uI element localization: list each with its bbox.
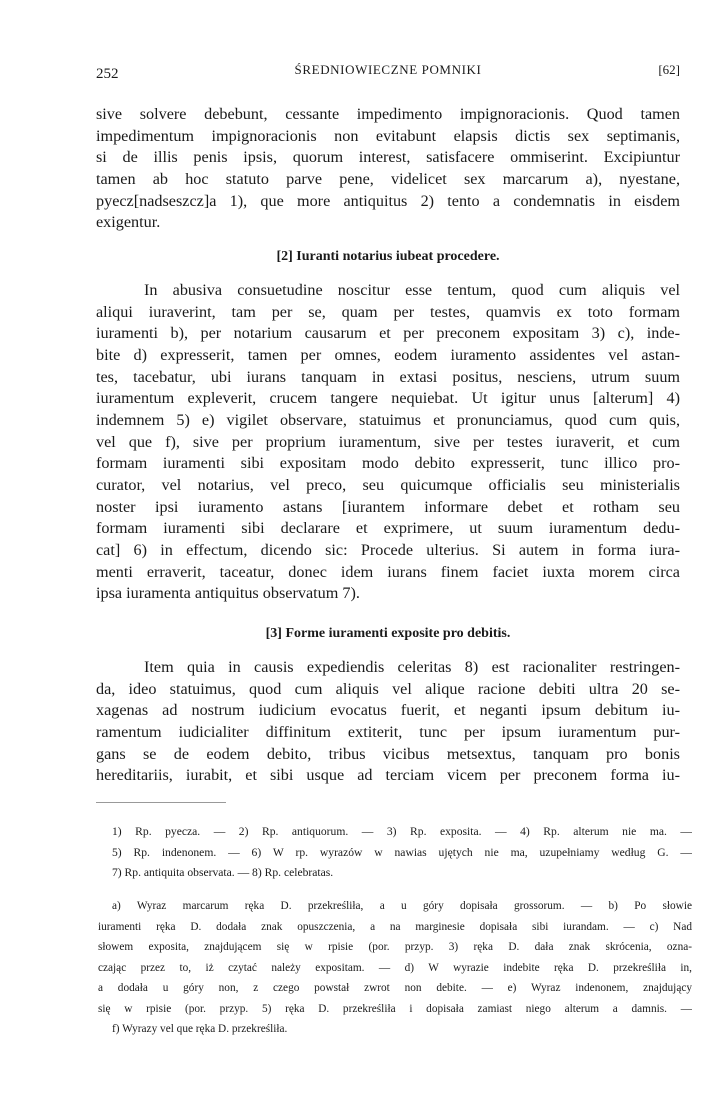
text-line: xagenas ad nostrum iudicium evocatus fuerit, et neganti ipsum debitum iu-: [96, 701, 680, 720]
text-line: bite d) expresserit, tamen per omnes, eodem iuramento assidentes vel astan-: [96, 345, 680, 364]
text-line: indemnem 5) e) vigilet observare, statuimus et pronunciamus, quod cum quis,: [96, 410, 680, 429]
text-line: sive solvere debebunt, cessante impedimento impignoracionis. Quod tamen: [96, 105, 680, 123]
text-line: formam iuramenti sibi declarare et exprimere, ut suum iuramentum dedu-: [96, 519, 680, 538]
footnote-line: f) Wyrazy vel que ręka D. przekreśliła.: [112, 1023, 288, 1035]
text-line: noster ipsi iuramento astans [iurantem informare debet et rotham seu: [96, 497, 680, 516]
text-line: iuramentum expleverit, crucem tangere nequiebat. Ut igitur unus [alterum] 4): [96, 389, 680, 408]
text-line: tamen ab hoc statuto parve pene, videlicet sex marcarum a), nyestane,: [96, 170, 680, 189]
footnote-line: 7) Rp. antiquita observata. — 8) Rp. celebratas.: [112, 866, 334, 879]
text-line: da, ideo statuimus, quod cum aliquis vel alique racione debiti ultra 20 se-: [96, 679, 680, 698]
text-line: ramentum iudicialiter diffinitum extiterit, tunc per ipsum iuramentum pur-: [96, 722, 680, 741]
running-title: ŚREDNIOWIECZNE POMNIKI: [294, 62, 482, 77]
footnote-line: a) Wyraz marcarum ręka D. przekreśliła, a u góry dopisała grossorum. — b) Po słowie: [112, 900, 692, 912]
footnotes-alpha: [98, 896, 692, 1040]
footnote-rule: [96, 802, 226, 803]
text-line: si de illis penis ipsis, quorum interest, satisfacere ommiserint. Excipiuntur: [96, 148, 680, 167]
text-line: tes, tacebatur, ubi iurans tanquam in extasi positus, nesciens, utrum suum: [96, 367, 680, 386]
footnote-line: 5) Rp. indenonem. — 6) W rp. wyrazów w nawias ujętych nie ma, uzupełniamy według G. —: [112, 845, 692, 859]
footnote-line: 1) Rp. pyecza. — 2) Rp. antiquorum. — 3) Rp. exposita. — 4) Rp. alterum nie ma. —: [112, 825, 692, 838]
text-line: menti erraverit, taceatur, donec idem iurans finem faciet iuxta morem circa: [96, 562, 680, 581]
footnote-line: się w rpisie (por. przyp. 5) ręka D. przekreśliła i dopisała zamiast niego alterum a damnis. —: [98, 1002, 692, 1015]
section-mark: [62]: [658, 62, 680, 77]
section-heading-2: [2] Iuranti notarius iubeat procedere.: [276, 249, 500, 265]
running-header: [96, 60, 680, 82]
text-line: ipsa iuramenta antiquitus observatum 7).: [96, 584, 360, 603]
footnote-line: iuramenti ręka D. dodała znak opuszczenia, a na marginesie dopisała sibi iurandam. — c) Nad: [98, 920, 692, 933]
text-line: aliqui iuraverint, tam per se, quam per testes, quamvis ex toto formam: [96, 302, 680, 321]
main-text: [96, 104, 680, 787]
text-line: cat] 6) in effectum, dicendo sic: Procede ulterius. Si autem in forma iura-: [96, 541, 680, 560]
text-line: exigentur.: [96, 213, 161, 232]
text-line: pyecz[nadseszcz]a 1), que more antiquitus 2) tento a condemnatis in eisdem: [96, 191, 680, 210]
page-number: 252: [96, 66, 119, 82]
footnote-line: a dodała u góry non, z czego powstał zwrot non debite. — e) Wyraz indenonem, znajdujący: [98, 982, 692, 994]
text-line: impedimentum impignoracionis non evitabunt elapsis dictis sex septimanis,: [96, 126, 680, 145]
footnotes-numeric: [112, 822, 692, 884]
footnote-line: czając przez to, iż czytać należy expositam. — d) W wyrazie indebite ręka D. przekreśliła in,: [98, 961, 692, 974]
text-line: gans se de eodem debito, tribus vicibus metsextus, tanquam pro bonis: [96, 744, 680, 763]
section-heading-3: [3] Forme iuramenti exposite pro debitis.: [265, 626, 511, 642]
text-line: formam iuramenti sibi expositam modo debito expresserit, tunc illico pro-: [96, 454, 680, 473]
text-line: hereditariis, iurabit, et sibi usque ad terciam vicem per preconem forma iu-: [96, 766, 680, 785]
text-line: vel que f), sive per proprium iuramentum, sive per testes iuraverit, et cum: [96, 432, 680, 451]
text-line: In abusiva consuetudine noscitur esse tentum, quod cum aliquis vel: [144, 280, 680, 299]
footnote-line: słowem exposita, znajdującem się w rpisie (por. przyp. 3) ręka D. dała znak skrócenia, ozna-: [98, 941, 692, 953]
text-line: iuramenti b), per notarium causarum et per preconem expositam 3) c), inde-: [96, 324, 680, 343]
text-line: curator, vel notarius, vel preco, seu quicumque officialis seu ministerialis: [96, 476, 680, 494]
text-line: Item quia in causis expediendis celeritas 8) est racionaliter restringen-: [144, 657, 680, 676]
